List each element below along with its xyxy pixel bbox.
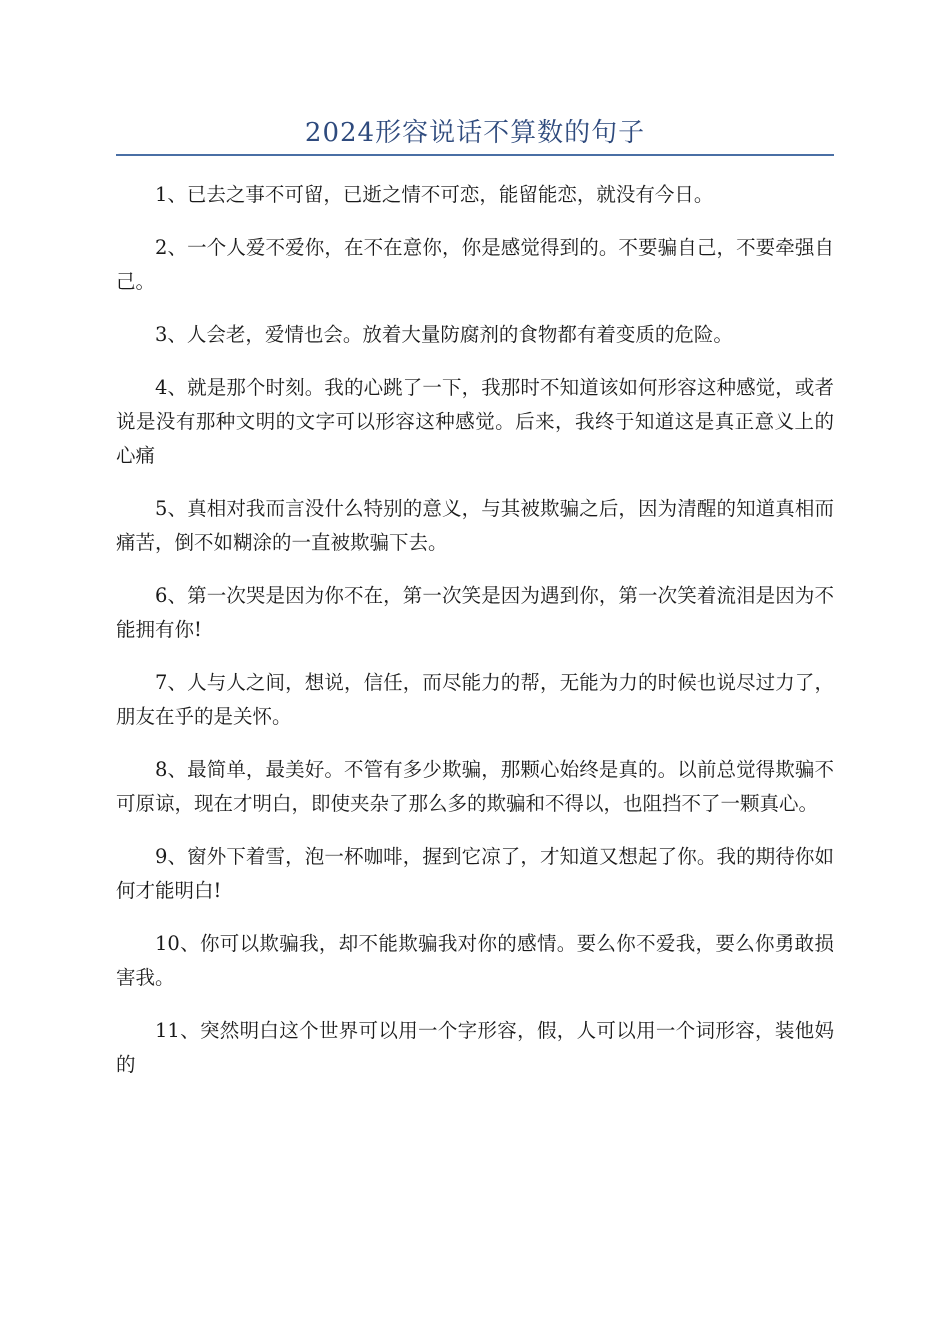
title-underline [116, 154, 834, 156]
paragraph-8: 8、最简单，最美好。不管有多少欺骗，那颗心始终是真的。以前总觉得欺骗不可原谅，现在才明白，即使夹杂了那么多的欺骗和不得以，也阻挡不了一颗真心。 [116, 758, 834, 815]
paragraph-6: 6、第一次哭是因为你不在，第一次笑是因为遇到你，第一次笑着流泪是因为不能拥有你! [116, 584, 834, 641]
document-title: 2024形容说话不算数的句子 [304, 118, 646, 148]
paragraph-4: 4、就是那个时刻。我的心跳了一下，我那时不知道该如何形容这种感觉，或者说是没有那种文明的文字可以形容这种感觉。后来，我终于知道这是真正意义上的心痛 [116, 376, 834, 467]
paragraph-9: 9、窗外下着雪，泡一杯咖啡，握到它凉了，才知道又想起了你。我的期待你如何才能明白! [116, 845, 834, 902]
paragraph-3: 3、人会老，爱情也会。放着大量防腐剂的食物都有着变质的危险。 [155, 323, 733, 346]
document-body [116, 178, 834, 1101]
paragraph-7: 7、人与人之间，想说，信任，而尽能力的帮，无能为力的时候也说尽过力了，朋友在乎的是关怀。 [116, 671, 834, 728]
paragraph-10: 10、你可以欺骗我，却不能欺骗我对你的感情。要么你不爱我，要么你勇敢损害我。 [116, 932, 834, 989]
paragraph-2: 2、一个人爱不爱你，在不在意你，你是感觉得到的。不要骗自己，不要牵强自己。 [116, 236, 834, 293]
paragraph-5: 5、真相对我而言没什么特别的意义，与其被欺骗之后，因为清醒的知道真相而痛苦，倒不如糊涂的一直被欺骗下去。 [116, 497, 834, 554]
paragraph-11: 11、突然明白这个世界可以用一个字形容，假，人可以用一个词形容，装他妈的 [116, 1019, 834, 1076]
paragraph-1: 1、已去之事不可留，已逝之情不可恋，能留能恋，就没有今日。 [155, 183, 714, 206]
